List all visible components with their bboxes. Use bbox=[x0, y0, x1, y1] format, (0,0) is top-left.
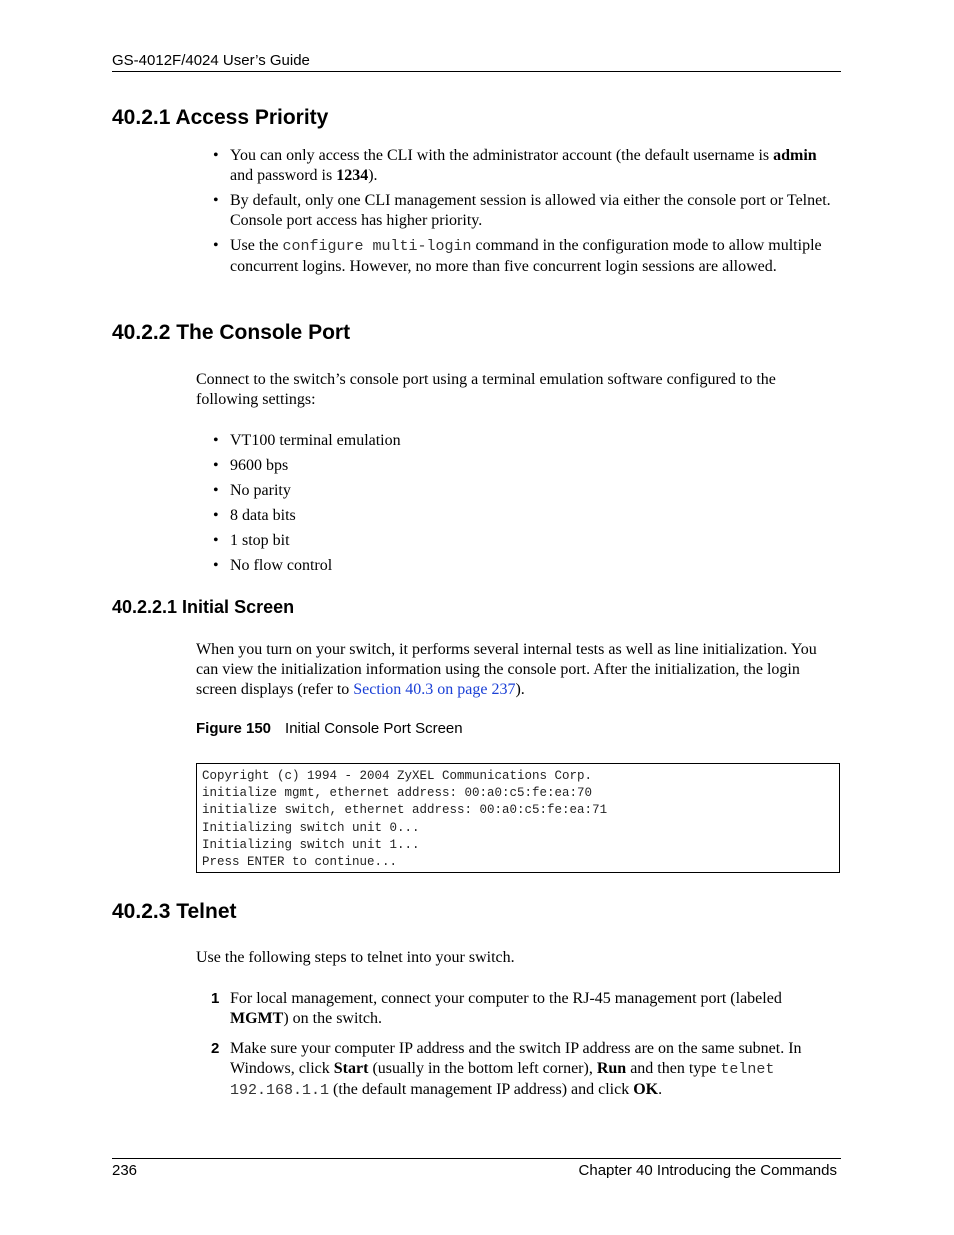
step-number: 1 bbox=[211, 990, 220, 1007]
list-item: • 1 stop bit bbox=[196, 531, 841, 551]
figure-label: Figure 150 bbox=[196, 720, 272, 737]
figure-caption bbox=[196, 720, 463, 737]
list-item: • No parity bbox=[196, 481, 841, 501]
section-heading-telnet: 40.2.3 Telnet bbox=[112, 900, 237, 923]
console-line: Press ENTER to continue... bbox=[202, 855, 398, 870]
header-rule bbox=[112, 71, 841, 72]
telnet-intro: Use the following steps to telnet into your switch. bbox=[196, 949, 515, 966]
step-number: 2 bbox=[211, 1040, 220, 1057]
step-item: 1 For local management, connect your computer to the RJ-45 management port (labeled MGMT) on the switch. bbox=[211, 990, 782, 1027]
step-item: 2 Make sure your computer IP address and the switch IP address are on the same subnet. In Windows, click Start (usually in the bottom left corner), Run and then type telnet 192.168.1.1 (the default management IP address) and click OK. bbox=[211, 1040, 802, 1099]
initial-screen-text: When you turn on your switch, it performs several internal tests as well as line initialization. You can view the initialization information using the console port. After the initialization, the login screen displays (refer to Section 40.3 on page 237). bbox=[196, 641, 817, 698]
figure-title: Initial Console Port Screen bbox=[285, 720, 463, 737]
page-number: 236 bbox=[112, 1162, 138, 1179]
console-line: initialize switch, ethernet address: 00:a0:c5:fe:ea:71 bbox=[202, 803, 608, 818]
list-item: • 9600 bps bbox=[196, 456, 841, 476]
console-settings-list bbox=[196, 431, 841, 581]
section-link[interactable]: Section 40.3 on page 237 bbox=[353, 681, 516, 698]
console-line: Initializing switch unit 1... bbox=[202, 837, 420, 852]
list-item: • 8 data bits bbox=[196, 506, 841, 526]
chapter-title: Chapter 40 Introducing the Commands bbox=[578, 1162, 837, 1179]
console-line: Copyright (c) 1994 - 2004 ZyXEL Communications Corp. bbox=[202, 769, 593, 783]
console-output-box bbox=[196, 763, 840, 873]
console-line: initialize mgmt, ethernet address: 00:a0:c5:fe:ea:70 bbox=[202, 786, 593, 801]
inline-command: configure multi-login bbox=[282, 238, 472, 255]
telnet-steps bbox=[196, 989, 841, 1111]
list-item: • No flow control bbox=[196, 556, 841, 576]
list-item: • By default, only one CLI management session is allowed via either the console port or Telnet. Console port access has higher priority. bbox=[196, 191, 841, 231]
running-header: GS-4012F/4024 User’s Guide bbox=[112, 52, 310, 69]
footer-rule bbox=[112, 1158, 841, 1159]
list-item: • You can only access the CLI with the administrator account (the default username is admin and password is 1234). bbox=[196, 146, 841, 186]
list-item: • Use the configure multi-login command in the configuration mode to allow multiple concurrent logins. However, no more than five concurrent login sessions are allowed. bbox=[196, 236, 841, 277]
list-item: • VT100 terminal emulation bbox=[196, 431, 841, 451]
access-priority-list bbox=[196, 146, 841, 282]
subsection-heading-initial-screen: 40.2.2.1 Initial Screen bbox=[112, 597, 295, 617]
inline-command: telnet 192.168.1.1 bbox=[230, 1061, 775, 1099]
console-port-intro: Connect to the switch’s console port using a terminal emulation software configured to the following settings: bbox=[196, 371, 776, 408]
section-heading-access-priority: 40.2.1 Access Priority bbox=[112, 106, 329, 129]
console-line: Initializing switch unit 0... bbox=[202, 820, 420, 835]
section-heading-console-port: 40.2.2 The Console Port bbox=[112, 321, 351, 344]
